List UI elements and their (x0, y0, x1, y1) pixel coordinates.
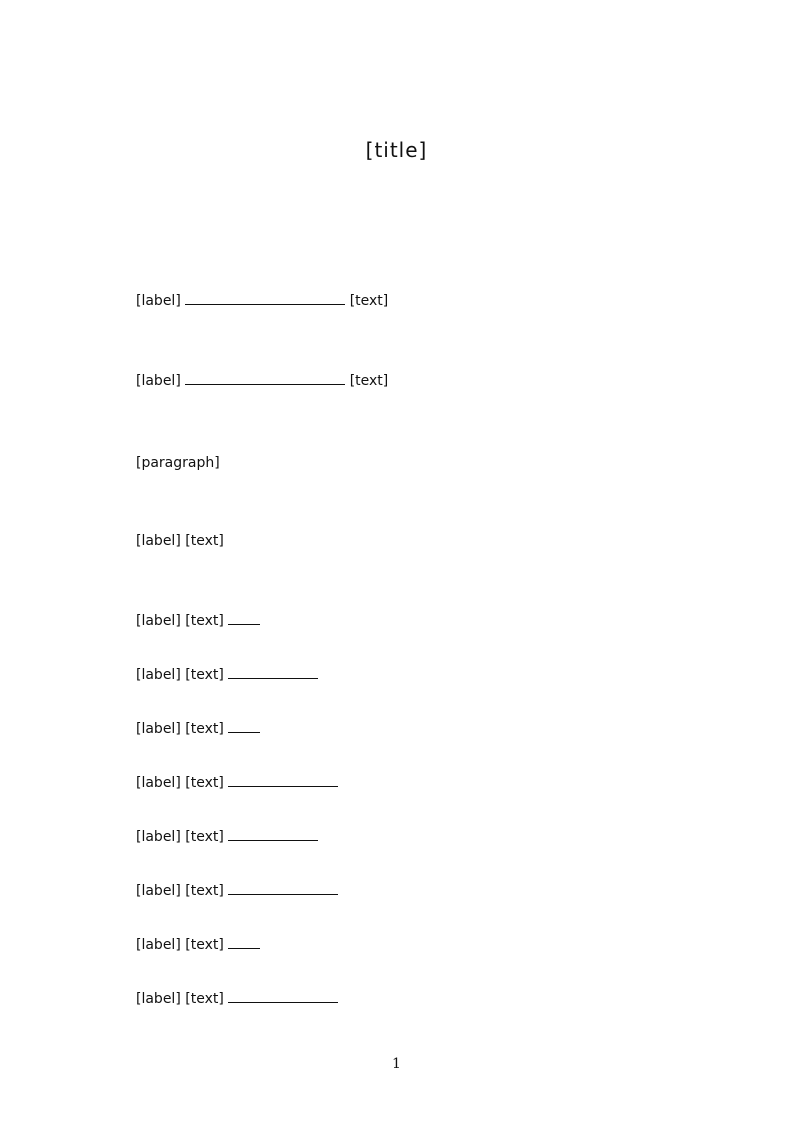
blank-line (228, 828, 318, 841)
clause-7 (104, 878, 704, 905)
clause-text: [text] (185, 829, 224, 845)
clause-label: [label] (136, 667, 181, 683)
clause-5 (104, 770, 704, 797)
clause-3 (104, 662, 704, 689)
clause-2 (104, 608, 704, 635)
clause-text: [text] (185, 991, 224, 1007)
clause-label: [label] (136, 533, 181, 549)
clause-label: [label] (136, 991, 181, 1007)
party-block-2 (104, 368, 704, 395)
clause-label: [label] (136, 883, 181, 899)
blank-line (185, 292, 345, 305)
clause-text: [text] (185, 667, 224, 683)
blank-line (228, 882, 338, 895)
party-block-1 (104, 288, 704, 315)
clause-6 (104, 824, 704, 851)
party-text: [text] (349, 373, 389, 389)
blank-line (228, 936, 260, 949)
clause-label: [label] (136, 775, 181, 791)
party-label: [label] (136, 293, 181, 309)
clause-text: [text] (185, 533, 224, 549)
blank-line (228, 774, 338, 787)
document-title: [title] (365, 138, 428, 162)
blank-line (228, 720, 260, 733)
clause-label: [label] (136, 937, 181, 953)
clause-text: [text] (185, 775, 224, 791)
blank-line (228, 612, 260, 625)
clause-text: [text] (185, 937, 224, 953)
clause-8 (104, 932, 704, 959)
clause-9 (104, 986, 704, 1013)
blank-line (228, 666, 318, 679)
blank-line (185, 372, 345, 385)
clause-label: [label] (136, 613, 181, 629)
party-label: [label] (136, 373, 181, 389)
party-text: [text] (349, 293, 389, 309)
page-number: 1 (392, 1056, 401, 1072)
clause-text: [text] (185, 613, 224, 629)
clause-4 (104, 716, 704, 743)
clause-text: [text] (185, 721, 224, 737)
blank-line (228, 990, 338, 1003)
clause-label: [label] (136, 829, 181, 845)
clause-text: [text] (185, 883, 224, 899)
intro-paragraph: [paragraph] (136, 455, 220, 471)
clause-label: [label] (136, 721, 181, 737)
clause-1 (104, 528, 704, 555)
